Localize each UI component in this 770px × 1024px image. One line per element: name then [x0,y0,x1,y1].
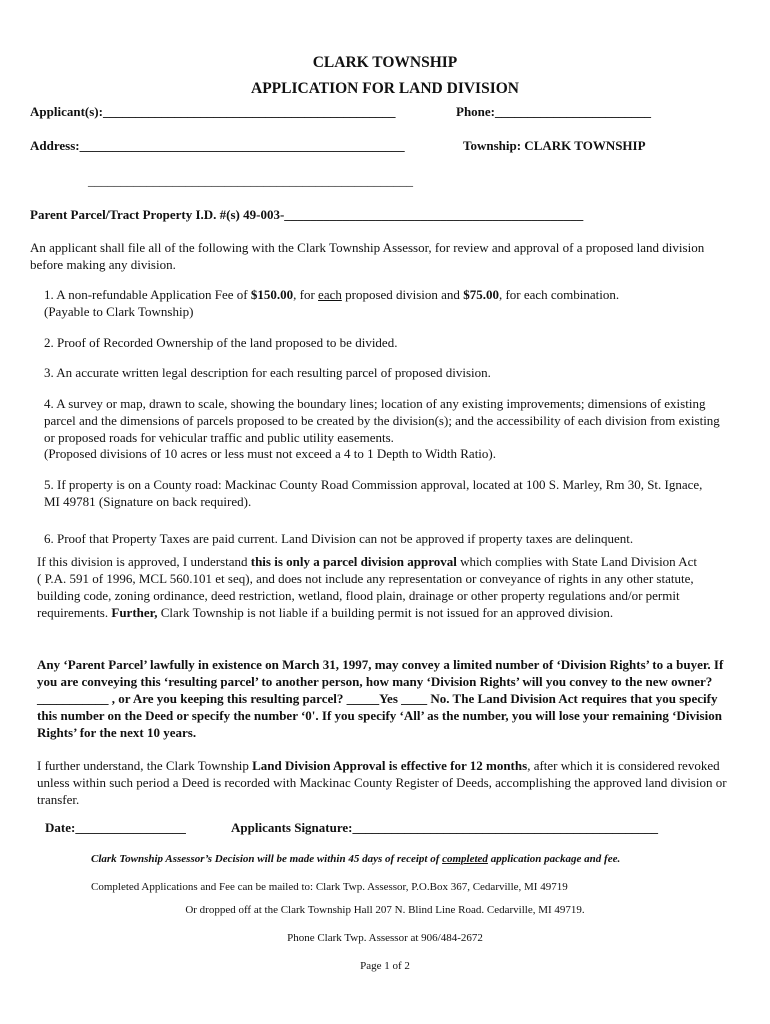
list-item-5: 5. If property is on a County road: Mackinac County Road Commission approval, located at 100 S. Marley, Rm 30, St. Ignace, MI 49781 (Signature on back required). [44,477,703,509]
address-line-2[interactable]: __________________________________________________ [88,173,413,188]
address-field[interactable]: Address:__________________________________________________ [30,138,405,153]
list-item-1 [44,286,730,303]
mail-info: Completed Applications and Fee can be mailed to: Clark Twp. Assessor, P.O.Box 367, Cedarville, MI 49719 [91,881,568,893]
title-application: APPLICATION FOR LAND DIVISION [251,80,519,97]
understand-bold-b: Land Division Approval is effective for 12 months [252,758,528,773]
item1-text-e: proposed division and [341,287,464,302]
list-item-3: 3. An accurate written legal description for each resulting parcel of proposed division. [44,365,491,380]
list-item-1-line2: (Payable to Clark Township) [44,304,194,319]
date-field[interactable]: Date:_________________ [45,820,186,835]
title-township: CLARK TOWNSHIP [312,54,458,71]
approval-bold-d: Further, [111,605,158,620]
list-item-4: 4. A survey or map, drawn to scale, showing the boundary lines; location of any existing improvements; dimensions of existing parcel and the dimensions of parcels proposed to be created by the division(s); and the accessibility of each division from existing or proposed roads for vehicular traffic and public utility easements. [44,396,720,445]
assessor-decision-note [91,853,620,865]
division-rights-paragraph: Any ‘Parent Parcel’ lawfully in existence on March 31, 1997, may convey a limited number of ‘Division Rights’ to a buyer. If you are conveying this ‘resulting parcel’ to another person, how many ‘Division Rights’ will you convey to the new owner?___________ , or Are you keeping this resulting parcel? _____Yes ____ No. The Land Division Act requires that you specify this number on the Deed or specify the number ‘0'. If you specify ‘All’ as the number, you will lose your remaining ‘Division Rights’ for the next 10 years. [37,657,724,740]
approval-text-c: which complies with State Land Division Act ( P.A. 591 of 1996, MCL 560.101 et seq), and does not include any representation or conveyance of rights in any other statute, building code, zoning ordinance, deed restriction, wetland, flood plain, drainage or other property regulations and/or permit requirements. [37,554,697,620]
list-item-6: 6. Proof that Property Taxes are paid current. Land Division can not be approved if property taxes are delinquent. [44,531,634,546]
list-item-2: 2. Proof of Recorded Ownership of the land proposed to be divided. [44,335,398,350]
page-number: Page 1 of 2 [360,960,410,972]
item1-fee: $150.00 [250,287,294,302]
approval-text-e: Clark Township is not liable if a building permit is not issued for an approved division. [157,605,614,620]
decision-text-a: Clark Township Assessor’s Decision will be made within 45 days of receipt of [91,853,443,865]
township-label: Township: CLARK TOWNSHIP [463,138,646,153]
approval-text-a: If this division is approved, I understand [37,554,251,569]
list-item-4-note: (Proposed divisions of 10 acres or less must not exceed a 4 to 1 Depth to Width Ratio). [44,446,496,461]
parcel-id-field[interactable]: Parent Parcel/Tract Property I.D. #(s) 49-003-______________________________________________ [30,207,584,222]
signature-field[interactable]: Applicants Signature:_______________________________________________ [231,820,658,835]
decision-completed: completed [442,853,488,865]
assessor-phone: Phone Clark Twp. Assessor at 906/484-2672 [287,932,483,944]
understand-text-a: I further understand, the Clark Township [37,758,253,773]
approval-paragraph [37,553,702,621]
understand-paragraph [37,757,727,808]
phone-field[interactable]: Phone:________________________ [456,104,651,119]
item1-combination-fee: $75.00 [463,287,499,302]
item1-text-a: 1. A non-refundable Application Fee of [44,287,251,302]
item1-each: each [318,287,342,302]
decision-text-c: application package and fee. [487,853,621,865]
drop-off-info: Or dropped off at the Clark Township Hall 207 N. Blind Line Road. Cedarville, MI 49719. [185,904,585,916]
intro-paragraph: An applicant shall file all of the following with the Clark Township Assessor, for review and approval of a proposed land division before making any division. [30,240,705,272]
item1-text-c: , for [293,287,319,302]
approval-bold-b: this is only a parcel division approval [250,554,457,569]
item1-text-g: , for each combination. [498,287,620,302]
applicant-field[interactable]: Applicant(s):_____________________________________________ [30,104,396,119]
understand-text-c: , after which it is considered revoked unless within such period a Deed is recorded with Mackinac County Register of Deeds, accomplishing the approved land division or transfer. [37,758,727,807]
